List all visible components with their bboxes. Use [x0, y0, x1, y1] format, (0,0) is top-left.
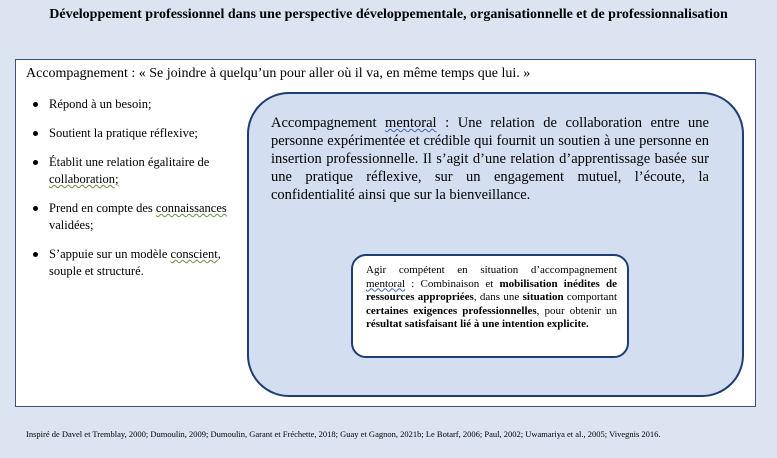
list-item: S’appuie sur un modèle conscient, souple et structuré. [28, 246, 240, 280]
list-item: Répond à un besoin; [28, 96, 240, 113]
mentoral-bubble [247, 92, 744, 397]
competence-definition-box: Agir compétent en situation d’accompagnement mentoral : Combinaison et mobilisation inédites de ressources appropriées, dans une situation comportant certaines exigences professionnelles, pour obtenir un résultat satisfaisant lié à une intention explicite. [351, 254, 629, 358]
definition-accompagnement: Accompagnement : « Se joindre à quelqu’un pour aller où il va, en même temps que lui. » [26, 66, 531, 81]
characteristics-list [28, 96, 240, 292]
page-title: Développement professionnel dans une perspective développementale, organisationnelle et de professionnalisation [49, 7, 728, 22]
list-item: Prend en compte des connaissances validées; [28, 200, 240, 234]
main-panel [15, 59, 756, 407]
list-item: Soutient la pratique réflexive; [28, 125, 240, 142]
references-footer: Inspiré de Davel et Tremblay, 2000; Dumoulin, 2009; Dumoulin, Garant et Fréchette, 2018; Guay et Gagnon, 2021b; Le Botarf, 2006; Paul, 2002; Uwamariya et al., 2005; Vivegnis 2016. [26, 429, 661, 439]
mentoral-definition: Accompagnement mentoral : Une relation de collaboration entre une personne expérimentée et crédible qui fournit un soutien à une personne en insertion professionnelle. Il s’agit d’une relation d’apprentissage basée sur une pratique réflexive, sur un engagement mutuel, l’écoute, la confidentialité ainsi que sur la bienveillance. [271, 115, 709, 203]
list-item: Établit une relation égalitaire de collaboration; [28, 154, 240, 188]
